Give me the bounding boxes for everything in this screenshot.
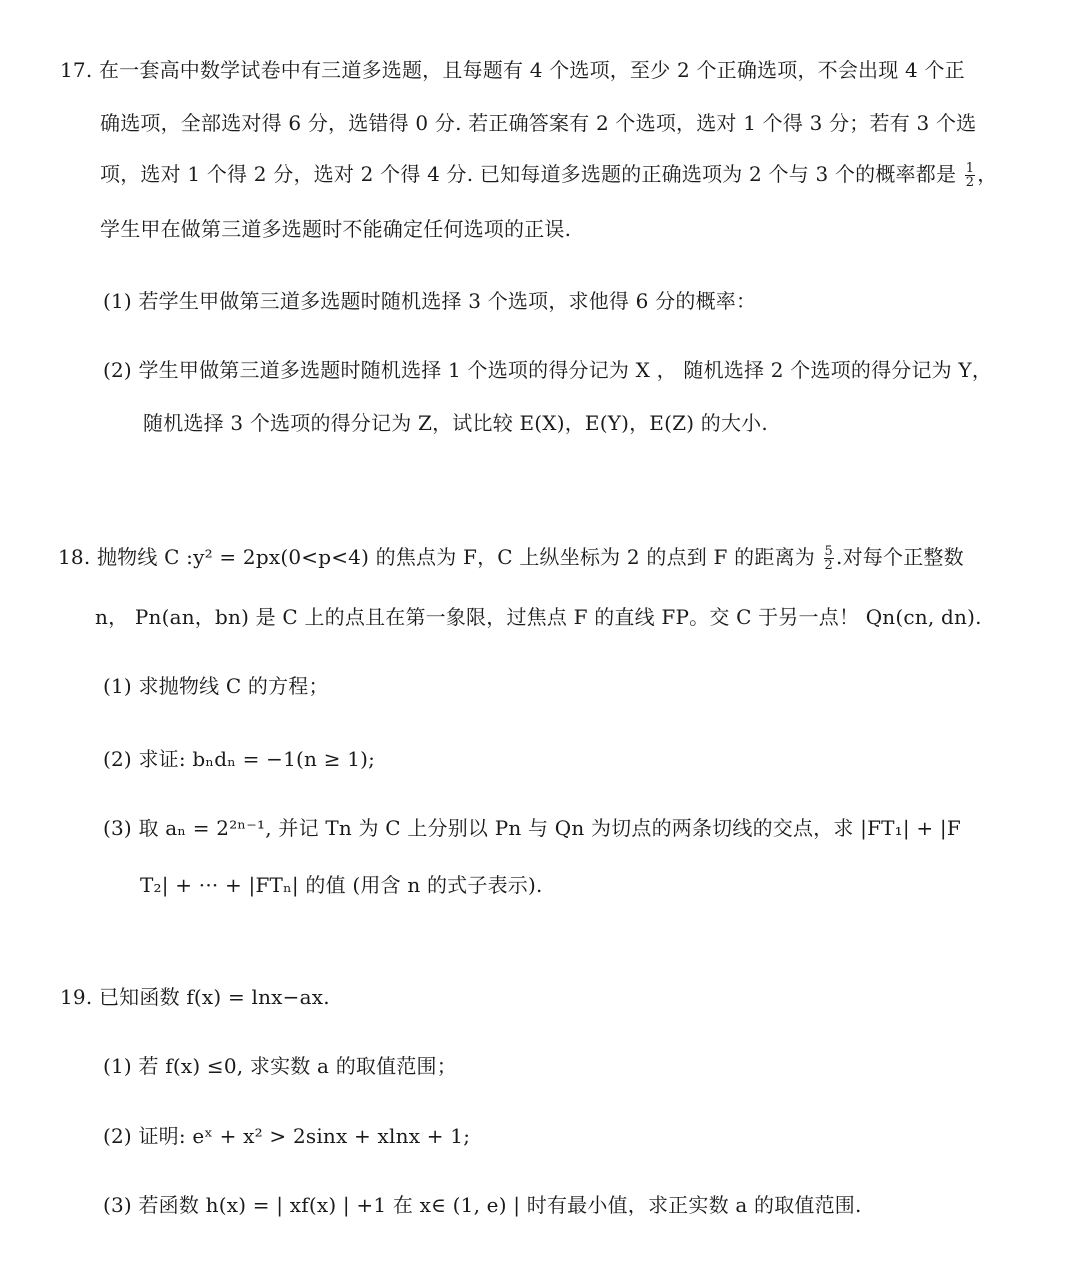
q19-part-3: (3) 若函数 h(x) = | xf(x) | +1 在 x∈ (1, e) | 时有最小值，求正实数 a 的取值范围. [103,1193,862,1217]
q18-line-1-tail: .对每个正整数 [836,545,964,569]
q17-part-2-line-1: (2) 学生甲做第三道多选题时随机选择 1 个选项的得分记为 X ， 随机选择 2 个选项的得分记为 Y， [103,358,993,382]
q17-line-3 [100,160,997,189]
q19-part-1: (1) 若 f(x) ≤0, 求实数 a 的取值范围； [103,1054,457,1078]
q18-part-3-line-2: T₂| + ··· + |FTₙ| 的值 (用含 n 的式子表示). [140,873,543,897]
q18-line-1-text: 18. 抛物线 C :y² = 2px(0<p<4) 的焦点为 F，C 上纵坐标为 2 的点到 F 的距离为 [58,545,815,569]
q18-part-1: (1) 求抛物线 C 的方程； [103,674,329,698]
q18-part-2: (2) 求证: bₙdₙ = −1(n ≥ 1); [103,747,376,771]
q18-fraction-five-halves [824,545,834,572]
q18-part-3-line-1: (3) 取 aₙ = 2²ⁿ⁻¹, 并记 Tn 为 C 上分别以 Pn 与 Qn 为切点的两条切线的交点，求 |FT₁| + |F [103,816,961,840]
q18-fraction-numerator: 5 [824,544,834,559]
q18-fraction-denominator: 2 [824,558,834,573]
q19-part-2: (2) 证明: eˣ + x² > 2sinx + xlnx + 1; [103,1124,471,1148]
q17-fraction-numerator: 1 [965,161,975,176]
q17-part-1: (1) 若学生甲做第三道多选题时随机选择 3 个选项，求他得 6 分的概率： [103,289,757,313]
q19-line-1: 19. 已知函数 f(x) = lnx−ax. [60,985,330,1009]
q18-line-2: n， Pn(an，bn) 是 C 上的点且在第一象限，过焦点 F 的直线 FP。交 C 于另一点！ Qn(cn, dn). [95,605,982,629]
q17-part-2-line-2: 随机选择 3 个选项的得分记为 Z，试比较 E(X)，E(Y)，E(Z) 的大小. [143,411,768,435]
q17-line-3-tail: ， [977,162,998,186]
q18-line-1 [58,543,964,572]
q17-fraction-half [965,162,975,189]
q17-line-1: 17. 在一套高中数学试卷中有三道多选题，且每题有 4 个选项，至少 2 个正确选项，不会出现 4 个正 [60,58,965,82]
q17-line-2: 确选项，全部选对得 6 分，选错得 0 分. 若正确答案有 2 个选项，选对 1 个得 3 分；若有 3 个选 [100,111,977,135]
q17-line-3-text: 项，选对 1 个得 2 分，选对 2 个得 4 分. 已知每道多选题的正确选项为 2 个与 3 个的概率都是 [100,162,957,186]
q17-fraction-denominator: 2 [965,175,975,190]
q17-line-4: 学生甲在做第三道多选题时不能确定任何选项的正误. [100,217,572,241]
